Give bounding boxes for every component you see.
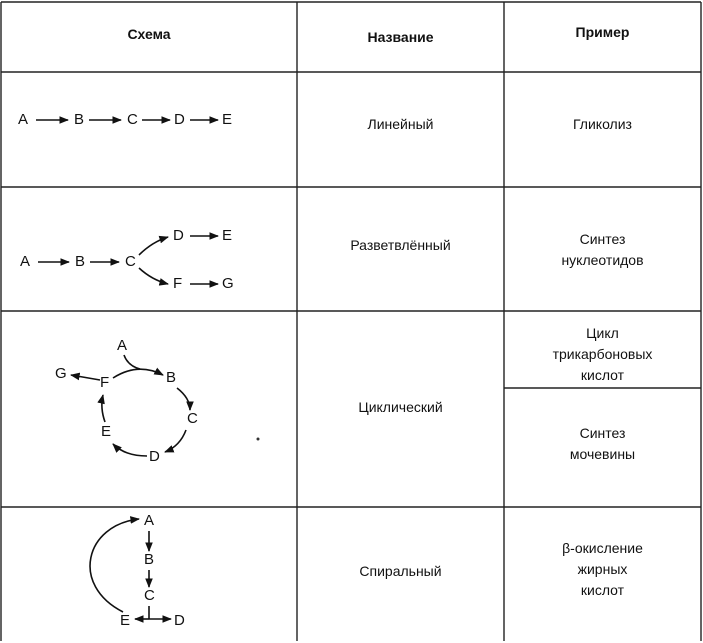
spiral-node-d: D: [174, 612, 185, 629]
row-cyclic-example-urea: Синтез мочевины: [569, 425, 636, 462]
stray-dot: [257, 438, 260, 441]
row-linear-example: Гликолиз: [573, 116, 632, 132]
header-scheme: Схема: [127, 26, 171, 42]
cyclic-arrow-fg: [71, 375, 100, 380]
cyclic-arrow-a-in: [124, 355, 140, 369]
row-linear-name: Линейный: [367, 116, 434, 132]
cyclic-arrow-bc: [177, 388, 190, 410]
row-spiral-name: Спиральный: [359, 563, 442, 579]
cyclic-arrow-ef: [102, 395, 105, 422]
row-branched-example: Синтез нуклеотидов: [561, 231, 644, 268]
cyclic-node-g: G: [55, 365, 67, 382]
spiral-node-c: C: [144, 587, 155, 604]
linear-node-c: C: [127, 111, 138, 128]
cyclic-node-f: F: [100, 374, 110, 391]
spiral-node-e: E: [120, 612, 131, 629]
branched-arrow-cf: [139, 268, 168, 284]
linear-node-a: A: [18, 111, 29, 128]
branched-node-d: D: [173, 227, 184, 244]
spiral-arrow-ea: [90, 519, 139, 612]
linear-node-d: D: [174, 111, 185, 128]
spiral-node-b: B: [144, 551, 155, 568]
header-example: Пример: [575, 24, 630, 40]
branched-node-e: E: [222, 227, 233, 244]
spiral-node-a: A: [144, 512, 155, 529]
cyclic-node-d: D: [149, 448, 160, 465]
linear-node-b: B: [74, 111, 85, 128]
cyclic-arrow-cd: [165, 430, 186, 452]
branched-arrow-cd: [139, 237, 168, 255]
row-spiral-example: β-окисление жирных кислот: [562, 540, 643, 598]
row-cyclic-example-tca: Цикл трикарбоновых кислот: [552, 325, 653, 383]
linear-node-e: E: [222, 111, 233, 128]
cyclic-arrow-fb: [113, 369, 163, 378]
cyclic-node-a: A: [117, 337, 128, 354]
row-cyclic-name: Циклический: [358, 399, 443, 415]
row-branched-name: Разветвлённый: [350, 237, 451, 253]
cyclic-node-b: B: [166, 369, 177, 386]
header-name: Название: [367, 29, 434, 45]
branched-node-c: C: [125, 253, 136, 270]
cyclic-node-e: E: [101, 423, 112, 440]
cyclic-node-c: C: [187, 410, 198, 427]
cyclic-arrow-de: [113, 444, 147, 456]
branched-node-b: B: [75, 253, 86, 270]
branched-node-a: A: [20, 253, 31, 270]
branched-node-g: G: [222, 275, 234, 292]
branched-node-f: F: [173, 275, 183, 292]
